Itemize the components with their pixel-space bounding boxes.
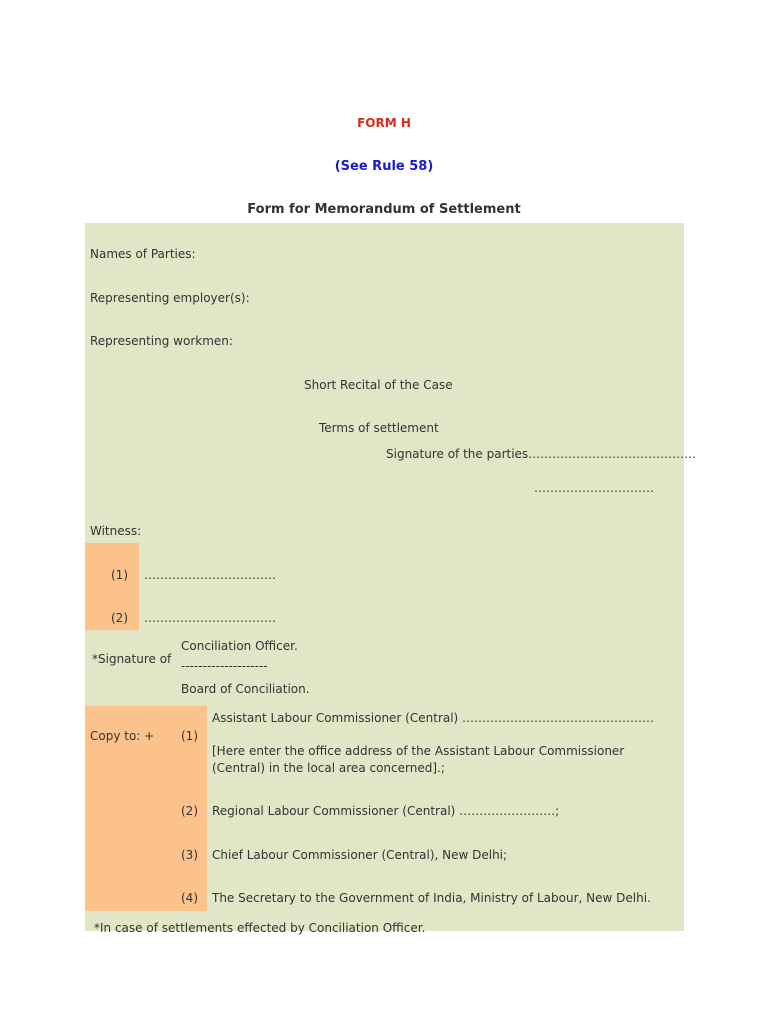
copy-2-recipient: Regional Labour Commissioner (Central) ……………………; [212, 804, 560, 818]
signature-of-label: *Signature of [92, 652, 172, 666]
signature-dots-line: ………………………… [534, 481, 654, 495]
witness-1-number: (1) [111, 568, 128, 582]
copy-1-recipient: Assistant Labour Commissioner (Central) ………………………………………… [212, 711, 655, 725]
copy-1-number: (1) [181, 729, 198, 743]
signature-section [85, 630, 684, 706]
copy-4-recipient: The Secretary to the Government of India, Ministry of Labour, New Delhi. [212, 891, 651, 905]
signature-of-parties-line: Signature of the parties…………………………………… [386, 447, 697, 461]
copy-3-recipient: Chief Labour Commissioner (Central), New Delhi; [212, 848, 508, 862]
copy-to-label: Copy to: + [90, 729, 155, 743]
terms-of-settlement-heading: Terms of settlement [319, 421, 439, 435]
names-of-parties-label: Names of Parties: [90, 247, 196, 261]
copy-2-number: (2) [181, 804, 198, 818]
signature-dash-line: -------------------- [181, 659, 268, 673]
footnote-text: *In case of settlements effected by Conciliation Officer. [94, 921, 426, 935]
witness-2-dots: …………………………… [144, 611, 276, 625]
copy-3-number: (3) [181, 848, 198, 862]
rule-reference: (See Rule 58) [334, 159, 434, 174]
representing-employers-label: Representing employer(s): [90, 291, 250, 305]
copy-4-number: (4) [181, 891, 198, 905]
copy-1-address-note: [Here enter the office address of the Assistant Labour Commissioner (Central) in the local area concerned].; [212, 744, 625, 775]
form-subtitle: Form for Memorandum of Settlement [247, 202, 521, 217]
witness-label: Witness: [90, 524, 142, 538]
form-title: FORM H [357, 116, 411, 130]
witness-1-dots: …………………………… [144, 568, 276, 582]
conciliation-officer-label: Conciliation Officer. [181, 639, 298, 653]
board-of-conciliation-label: Board of Conciliation. [181, 682, 310, 696]
representing-workmen-label: Representing workmen: [90, 334, 233, 348]
witness-2-number: (2) [111, 611, 128, 625]
short-recital-heading: Short Recital of the Case [304, 378, 453, 392]
